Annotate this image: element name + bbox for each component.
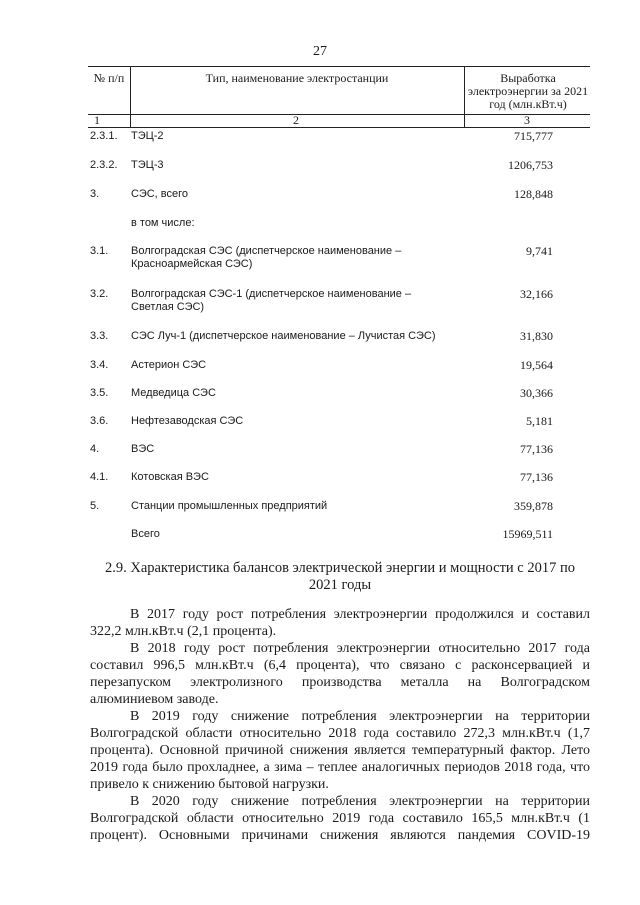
row-value: 32,166 — [520, 287, 553, 301]
row-value: 715,777 — [514, 129, 553, 143]
row-value: 30,366 — [520, 386, 553, 400]
row-name: Волгоградская СЭС-1 (диспетчерское наименование – Светлая СЭС) — [131, 288, 412, 313]
paragraph: В 2020 году снижение потребления электроэнергии на территории Волгоградской области относительно 2019 года составило 165,5 млн.кВт.ч (1 процент). Основными причинами снижения являются пандемия COVID-19 — [90, 794, 590, 843]
index-cell: 2 — [293, 113, 299, 127]
row-value: 19,564 — [520, 358, 553, 372]
paragraph: В 2017 году рост потребления электроэнергии продолжился и составил 322,2 млн.кВт.ч (2,1 процента). — [90, 607, 590, 639]
paragraph: В 2018 году рост потребления электроэнергии относительно 2017 года составил 996,5 млн.кВт.ч (6,4 процента), что связано с расконсервацией и перезапуском электролизного производства металла на Волгоградском алюминиевом заводе. — [90, 641, 590, 707]
row-value: 77,136 — [520, 470, 553, 484]
header-output: Выработка электроэнергии за 2021 год (млн.кВт.ч) — [467, 71, 589, 111]
table-header — [88, 66, 590, 115]
row-number: 3. — [90, 188, 100, 200]
header-number: № п/п — [93, 71, 125, 85]
row-value: 1206,753 — [508, 158, 553, 172]
row-name: СЭС, всего — [131, 188, 189, 200]
row-name: Всего — [131, 528, 160, 540]
row-number: 3.4. — [90, 359, 109, 371]
row-value: 9,741 — [526, 244, 553, 258]
row-number: 2.3.2. — [90, 159, 118, 171]
row-name: Станции промышленных предприятий — [131, 500, 328, 512]
row-name: Медведица СЭС — [131, 387, 216, 399]
page-number: 27 — [313, 44, 327, 59]
row-name: Астерион СЭС — [131, 359, 207, 371]
row-number: 2.3.1. — [90, 130, 118, 142]
row-name: Нефтезаводская СЭС — [131, 415, 244, 427]
row-number: 4. — [90, 443, 100, 455]
row-value: 359,878 — [514, 499, 553, 513]
row-name: Волгоградская СЭС (диспетчерское наименование – Красноармейская СЭС) — [131, 245, 402, 270]
row-value: 128,848 — [514, 187, 553, 201]
index-cell: 1 — [94, 113, 100, 127]
row-name: Котовская ВЭС — [131, 471, 209, 483]
row-number: 5. — [90, 500, 100, 512]
row-number: 3.2. — [90, 288, 109, 300]
header-type: Тип, наименование электростанции — [205, 71, 389, 85]
row-value: 31,830 — [520, 329, 553, 343]
table-index-row — [88, 113, 590, 128]
row-number: 3.6. — [90, 415, 109, 427]
row-number: 4.1. — [90, 471, 109, 483]
row-value: 15969,511 — [502, 527, 553, 541]
row-name: ВЭС — [131, 443, 155, 455]
row-value: 5,181 — [526, 414, 553, 428]
index-cell: 3 — [524, 113, 530, 127]
section-title: 2.9. Характеристика балансов электрической энергии и мощности с 2017 по 2021 годы — [105, 560, 575, 593]
row-number: 3.5. — [90, 387, 109, 399]
row-value: 77,136 — [520, 442, 553, 456]
row-name: ТЭЦ-2 — [131, 130, 164, 142]
row-number: 3.3. — [90, 330, 109, 342]
paragraph: В 2019 году снижение потребления электроэнергии на территории Волгоградской области относительно 2018 года составило 272,3 млн.кВт.ч (1,7 процента). Основной причиной снижения является температурный фактор. Лето 2019 года было прохладнее, а зима – теплее аналогичных периодов 2018 года, что привело к снижению бытовой нагрузки. — [90, 709, 590, 792]
row-name: в том числе: — [131, 217, 195, 229]
row-name: ТЭЦ-3 — [131, 159, 164, 171]
row-name: СЭС Луч-1 (диспетчерское наименование – Лучистая СЭС) — [131, 330, 436, 342]
row-number: 3.1. — [90, 245, 109, 257]
